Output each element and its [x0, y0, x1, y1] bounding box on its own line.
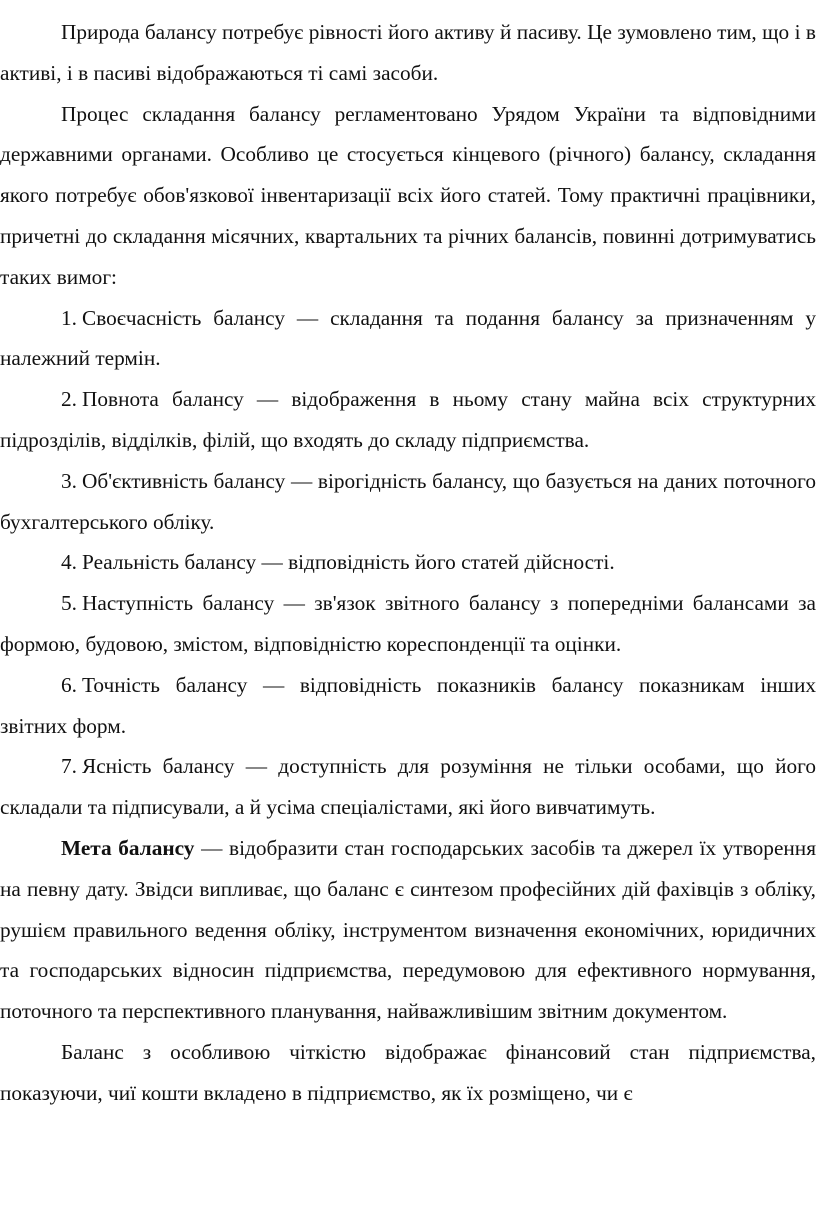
requirement-number: 3.: [61, 468, 77, 493]
requirement-text: Точність балансу — відповідність показників балансу показникам інших звітних форм.: [0, 672, 816, 738]
paragraph-balance-equality: Природа балансу потребує рівності його активу й пасиву. Це зумовлено тим, що і в активі, і в пасиві відображаються ті самі засоби.: [0, 20, 816, 85]
requirement-item: [0, 298, 816, 380]
requirement-item: [0, 542, 816, 583]
requirement-text: Наступність балансу — зв'язок звітного балансу з попередніми балансами за формою, будовою, змістом, відповідністю кореспонденції та оцінки.: [0, 591, 816, 656]
requirement-number: 6.: [61, 672, 77, 697]
requirement-number: 7.: [61, 754, 77, 779]
goal-text: — відобразити стан господарських засобів та джерел їх утворення на певну дату. Звідси випливає, що баланс є синтезом професійних дій фахівців з обліку, рушієм правильного ведення обліку, інструментом визначення економічних, юридичних та господарських відносин підприємства, передумовою для ефективного нормування, поточного та перспективного планування, найважливішим звітним документом.: [0, 835, 816, 1024]
requirement-item: [0, 665, 816, 747]
requirement-number: 1.: [61, 305, 77, 330]
requirement-item: [0, 583, 816, 665]
requirement-number: 2.: [61, 387, 77, 412]
requirement-number: 5.: [61, 591, 77, 616]
paragraph-balance-regulation: Процес складання балансу регламентовано Урядом України та відповідними державними органами. Особливо це стосується кінцевого (річного) балансу, складання якого потребує обов'язкової інвентаризації всіх його статей. Тому практичні працівники, причетні до складання місячних, квартальних та річних балансів, повинні дотримуватись таких вимог:: [0, 101, 816, 289]
requirements-list: [0, 298, 816, 828]
requirement-item: [0, 379, 816, 461]
paragraph-balance-goal: [0, 828, 816, 1032]
paragraph-financial-state: Баланс з особливою чіткістю відображає фінансовий стан підприємства, показуючи, чиї кошти вкладено в підприємство, як їх розміщено, чи є: [0, 1039, 816, 1105]
requirement-text: Ясність балансу — доступність для розуміння не тільки особами, що його складали та підписували, а й усіма спеціалістами, які його вивчатимуть.: [0, 754, 816, 820]
goal-term: Мета балансу: [61, 835, 195, 860]
requirement-item: [0, 461, 816, 543]
requirement-text: Своєчасність балансу — складання та подання балансу за призначенням у належний термін.: [0, 305, 816, 371]
requirement-text: Реальність балансу — відповідність його статей дійсності.: [82, 550, 615, 575]
requirement-number: 4.: [61, 550, 77, 575]
requirement-text: Повнота балансу — відображення в ньому стану майна всіх структурних підрозділів, відділків, філій, що входять до складу підприємства.: [0, 387, 816, 452]
requirement-item: [0, 746, 816, 828]
requirement-text: Об'єктивність балансу — вірогідність балансу, що базується на даних поточного бухгалтерського обліку.: [0, 468, 816, 534]
